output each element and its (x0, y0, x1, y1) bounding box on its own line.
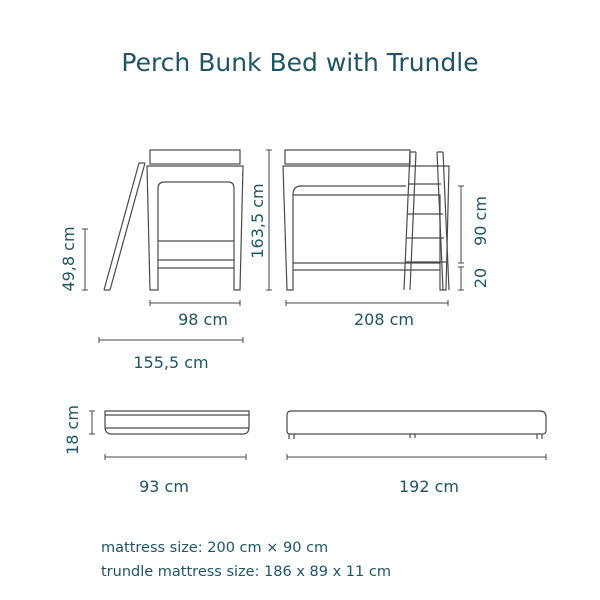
page-title: Perch Bunk Bed with Trundle (121, 48, 479, 77)
upper-opening-label: 90 cm (471, 196, 490, 246)
trundle-side-view (105, 411, 249, 434)
trundle-dimension-lines (89, 411, 546, 460)
side-total-width-label: 155,5 cm (133, 353, 209, 372)
trundle-height-label: 18 cm (63, 405, 82, 455)
front-width-label: 208 cm (353, 310, 415, 329)
mattress-size-note: mattress size: 200 cm × 90 cm (101, 540, 329, 556)
trundle-length-label: 192 cm (398, 477, 460, 496)
trundle-front-view (287, 411, 546, 439)
side-width-label: 98 cm (178, 310, 228, 329)
bottom-clearance-label: 20 (471, 267, 490, 289)
side-view-bed (104, 150, 243, 290)
front-view-bed (283, 150, 449, 290)
trundle-width-label: 93 cm (139, 477, 189, 496)
side-low-height-label: 49,8 cm (59, 226, 78, 292)
total-height-label: 163,5 cm (248, 183, 267, 259)
trundle-mattress-size-note: trundle mattress size: 186 x 89 x 11 cm (101, 564, 391, 580)
